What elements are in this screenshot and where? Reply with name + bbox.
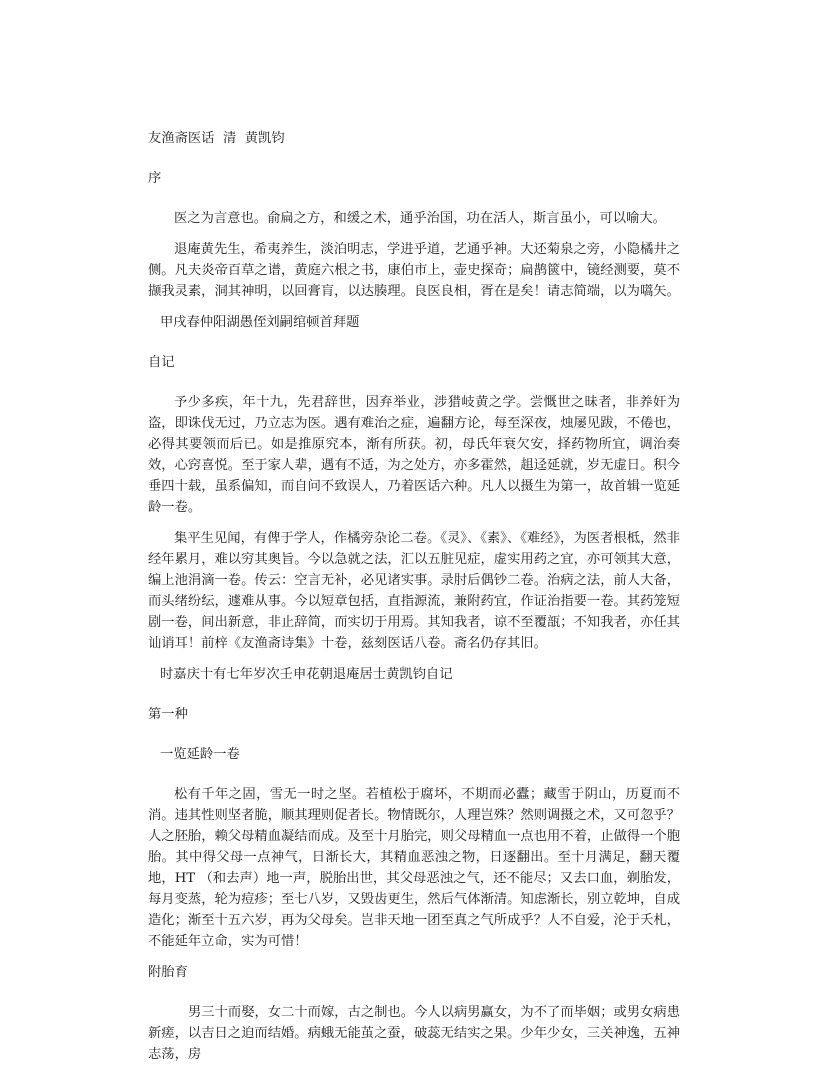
paragraph-yilanyanling-1: 松有千年之固，雪无一时之坚。若植松于腐坏，不期而必蠹；藏雪于阴山，历夏而不消。违其性则坚者脆，顺其理则促者长。物情既尔，人理岂殊？然则调摄之术，又可忽乎？人之胚胎，赖父母精血凝结而成。及至十月胎完，则父母精血一点也用不着，止做得一个胞胎。其中得父母一点神气，日渐长大，其精血恶浊之物，日逐翻出。至十月满足，翻天覆地，HT （和去声）地一声，脱胎出世，其父母恶浊之气，还不能尽；又去口血，剃胎发，每月变蒸，轮为痘疹；至七八岁，又毁齿更生，然后气体渐清。知虑渐长，别立乾坤，自成造化；渐至十五六岁，再为父母矣。岂非天地一团至真之气所成乎？人不自爱，沦于夭札，不能延年立命，实为可惜！ xyxy=(148,787,680,949)
paragraph-ziji-2: 集平生见闻，有俾于学人，作橘旁杂论二卷。《灵》、《素》、《难经》，为医者根柢，然非经年累月，难以穷其奥旨。今以急就之法，汇以五脏见症，虚实用药之宜，亦可领其大意，编上池涓滴一卷。传云：空言无补，必见诸实事。录肘后偶钞二卷。治病之法，前人大备，而头绪纷纭，遽难从事。今以短章包括，直指源流，兼附药宜，作证治指要一卷。其药笼短剧一卷，间出新意，非止辞简，而实切于用焉。其知我者，谅不至覆瓿；不知我者，亦任其讪诮耳！前梓《友渔斋诗集》十卷，兹刻医话八卷。斋名仍存其旧。 xyxy=(148,531,680,651)
heading-xu: 序 xyxy=(148,171,162,186)
paragraph-ziji-1: 予少多疾，年十九，先君辞世，因弃举业，涉猎岐黄之学。尝慨世之昧者，非养奸为盗，即诛伐无过，乃立志为医。遇有难治之症，遍翻方论，每至深夜，烛屡见跋，不倦也，必得其要领而后已。如是推原究本，渐有所获。初，母氏年衰欠安，择药物所宜，调治奏效，心窍喜悦。至于家人辈，遇有不适，为之处方，亦多霍然，趄迳延就，岁无虚日。积今垂四十载，虽系偏知，而自问不致误人，乃着医话六种。凡人以摄生为第一，故首辑一览延龄一卷。 xyxy=(148,395,680,515)
document-title: 友渔斋医话 清 黄凯钧 xyxy=(148,131,285,146)
text-column xyxy=(148,128,680,1075)
subheading-yilanyanling: 一览延龄一卷 xyxy=(160,747,240,762)
paragraph-preface-1: 医之为言意也。俞扁之方，和缓之术，通乎治国，功在活人，斯言虽小，可以喻大。 xyxy=(174,211,666,226)
signature-ziji: 时嘉庆十有七年岁次壬申花朝退庵居士黄凯钧自记 xyxy=(160,667,453,682)
signature-preface: 甲戌春仲阳湖愚侄刘嗣绾顿首拜题 xyxy=(160,315,360,330)
heading-futaiyu: 附胎育 xyxy=(148,965,188,980)
heading-ziji: 自记 xyxy=(148,355,175,370)
paragraph-futaiyu-1: 男三十而娶，女二十而嫁，古之制也。今人以病男赢女，为不了而毕姻；或男女病患新瘥，以吉日之迫而结婚。病蛾无能茧之蚕，破蕊无结实之果。少年少女，三关神逸，五神志荡，房 xyxy=(148,1005,680,1062)
heading-diyizhong: 第一种 xyxy=(148,707,188,722)
paragraph-preface-2: 退庵黄先生，希夷养生，淡泊明志，学进乎道，艺通乎神。大还菊泉之旁，小隐橘井之侧。凡夫炎帝百草之谱，黄庭六根之书，康伯市上，壶史探奇；扁鹊篋中，镜经测要，莫不撷我灵素，洞其神明，以回膏肓，以达腠理。良医良相，胥在是矣！请志简端，以为嚆矢。 xyxy=(148,242,680,299)
